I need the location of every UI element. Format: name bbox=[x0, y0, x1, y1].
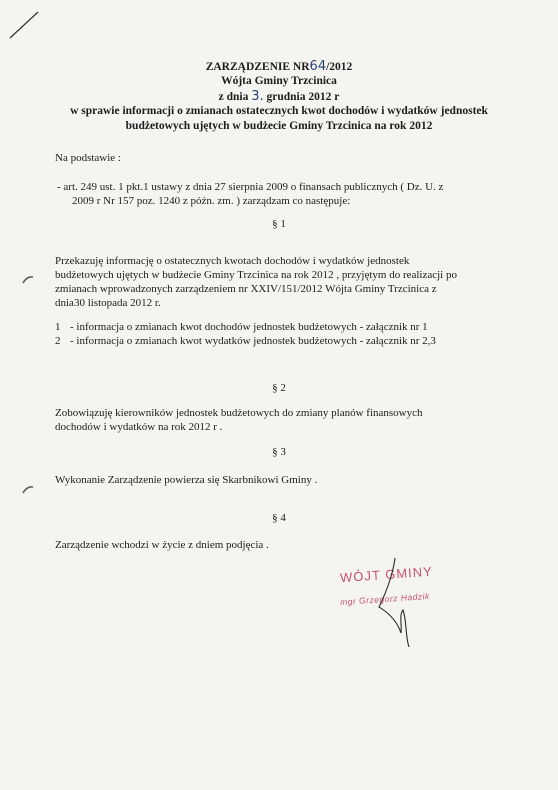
title-suffix: /2012 bbox=[326, 61, 353, 73]
signature-mark bbox=[365, 555, 425, 650]
section-2-heading: § 2 bbox=[272, 382, 286, 394]
section-3-heading: § 3 bbox=[272, 446, 286, 458]
stamp-name: mgr Grzegorz Hadzik bbox=[339, 590, 431, 608]
pen-stroke-mark bbox=[8, 10, 42, 40]
stamp-title: WÓJT GMINY bbox=[339, 563, 434, 586]
list-item-number: 1 bbox=[55, 321, 61, 333]
list-item-text: - informacja o zmianach kwot dochodów jednostek budżetowych - załącznik nr 1 bbox=[70, 321, 428, 333]
list-item bbox=[55, 320, 61, 334]
list-item bbox=[55, 334, 61, 348]
section-1-line-4: dnia30 listopada 2012 r. bbox=[55, 297, 161, 309]
issuer-line: Wójta Gminy Trzcinica bbox=[221, 75, 337, 87]
subject-line-1: w sprawie informacji o zmianach ostatecznych kwot dochodów i wydatków jednostek bbox=[70, 105, 488, 117]
section-1-line-1: Przekazuję informację o ostatecznych kwotach dochodów i wydatków jednostek bbox=[55, 255, 410, 267]
punch-hole-mark bbox=[22, 485, 34, 494]
section-2-line-2: dochodów i wydatków na rok 2012 r . bbox=[55, 421, 223, 433]
basis-line-2: 2009 r Nr 157 poz. 1240 z późn. zm. ) zarządzam co następuje: bbox=[72, 195, 351, 207]
basis-line-1: - art. 249 ust. 1 pkt.1 ustawy z dnia 27 sierpnia 2009 o finansach publicznych ( Dz. U. z bbox=[57, 181, 444, 193]
section-4-line-1: Zarządzenie wchodzi w życie z dniem podjęcia . bbox=[55, 539, 269, 551]
document-title bbox=[0, 59, 558, 75]
title-prefix: ZARZĄDZENIE NR bbox=[205, 61, 310, 73]
date-suffix: grudnia 2012 r bbox=[263, 91, 340, 103]
section-3-line-1: Wykonanie Zarządzenie powierza się Skarbnikowi Gminy . bbox=[55, 474, 318, 486]
section-1-line-3: zmianach wprowadzonych zarządzeniem nr XXIV/151/2012 Wójta Gminy Trzcinica z bbox=[55, 283, 437, 295]
date-line bbox=[0, 89, 558, 105]
section-2-line-1: Zobowiązuję kierowników jednostek budżetowych do zmiany planów finansowych bbox=[55, 407, 423, 419]
punch-hole-mark bbox=[22, 275, 34, 284]
section-4-heading: § 4 bbox=[272, 512, 286, 524]
section-1-line-2: budżetowych ujętych w budżecie Gminy Trzcinica na rok 2012 , przyjętym do realizacji po bbox=[55, 269, 457, 281]
handwritten-day: 3. bbox=[251, 89, 264, 104]
basis-intro: Na podstawie : bbox=[55, 152, 121, 164]
subject-line-2: budżetowych ujętych w budżecie Gminy Trzcinica na rok 2012 bbox=[125, 120, 433, 132]
list-item-text: - informacja o zmianach kwot wydatków jednostek budżetowych - załącznik nr 2,3 bbox=[70, 335, 436, 347]
date-prefix: z dnia bbox=[218, 91, 249, 103]
section-1-heading: § 1 bbox=[272, 218, 286, 230]
handwritten-number: 64 bbox=[309, 59, 327, 74]
list-item-number: 2 bbox=[55, 335, 61, 347]
